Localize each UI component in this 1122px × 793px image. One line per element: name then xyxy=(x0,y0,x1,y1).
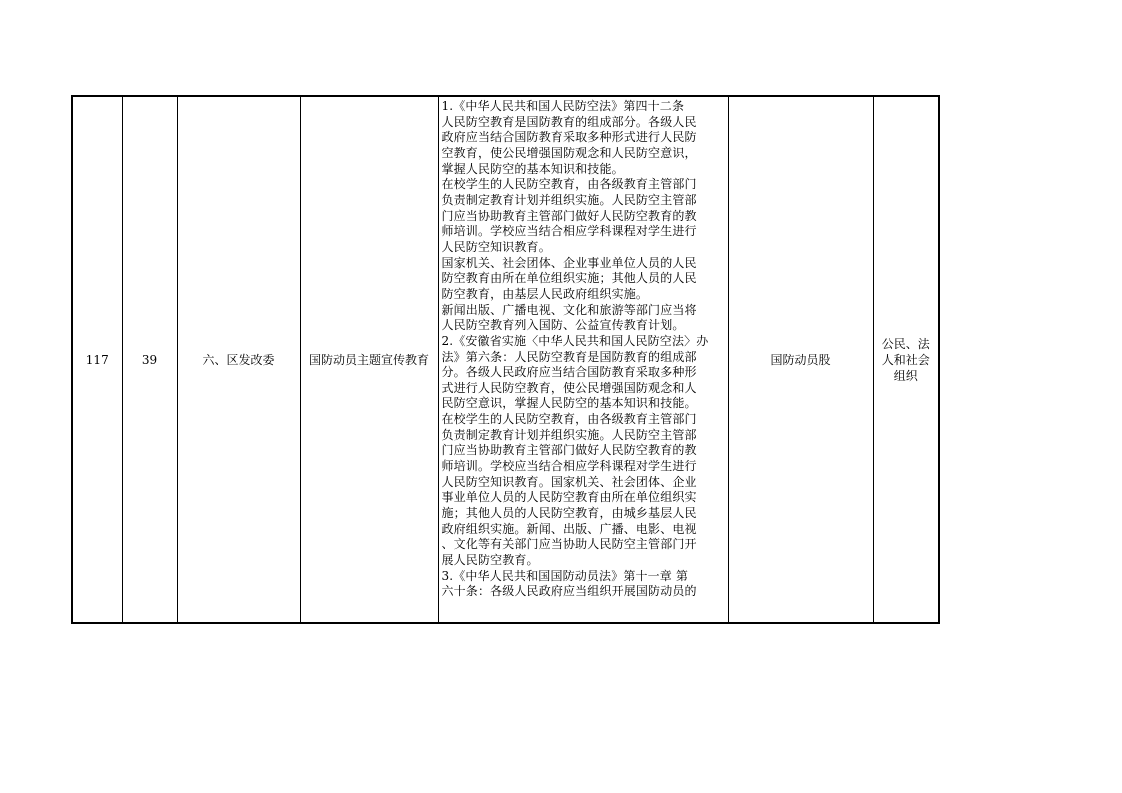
basis-paragraph: 新闻出版、广播电视、文化和旅游等部门应当将 人民防空教育列入国防、公益宣传教育计划。 xyxy=(441,302,697,333)
basis-paragraph: 在校学生的人民防空教育，由各级教育主管部门 负责制定教育计划并组织实施。人民防空主管部 门应当协助教育主管部门做好人民防空教育的教 师培训。学校应当结合相应学科课程对学生进行 人民防空知识教育。国家机关、社会团体、企业 事业单位人员的人民防空教育由所在单位组织实 施；其他人员的人民防空教育，由城乡基层人民 政府组织实施。新闻、出版、广播、电影、电视 、文化等有关部门应当协助人民防空主管部门开 展人民防空教育。 xyxy=(441,412,697,568)
responsible-unit-cell: 国防动员股 xyxy=(728,96,873,623)
service-target-cell xyxy=(873,96,939,623)
basis-paragraph: 2.《安徽省实施〈中华人民共和国人民防空法〉办 法》第六条：人民防空教育是国防教育的组成部 分。各级人民政府应当结合国防教育采取多种形 式进行人民防空教育，使公民增强国防观念和人 民防空意识，掌握人民防空的基本知识和技能。 xyxy=(441,333,709,411)
basis-paragraph: 在校学生的人民防空教育，由各级教育主管部门 负责制定教育计划并组织实施。人民防空主管部 门应当协助教育主管部门做好人民防空教育的教 师培训。学校应当结合相应学科课程对学生进行 人民防空知识教育。 xyxy=(441,177,697,254)
table-row xyxy=(72,96,939,623)
seq-cell: 117 xyxy=(72,96,122,623)
sub-seq-cell: 39 xyxy=(122,96,177,623)
records-table xyxy=(71,95,940,624)
basis-cell xyxy=(438,96,728,623)
department-cell: 六、区发改委 xyxy=(177,96,300,623)
basis-paragraph: 国家机关、社会团体、企业事业单位人员的人民 防空教育由所在单位组织实施；其他人员的人民 防空教育，由基层人民政府组织实施。 xyxy=(441,255,697,301)
basis-paragraph: 3.《中华人民共和国国防动员法》第十一章 第 六十条：各级人民政府应当组织开展国防动员的 xyxy=(441,568,697,599)
item-cell: 国防动员主题宣传教育 xyxy=(300,96,438,623)
basis-paragraph: 1.《中华人民共和国人民防空法》第四十二条 人民防空教育是国防教育的组成部分。各级人民 政府应当结合国防教育采取多种形式进行人民防 空教育，使公民增强国防观念和人民防空意识， 掌握人民防空的基本知识和技能。 xyxy=(441,99,697,176)
service-target-text: 公民、法 人和社会 组织 xyxy=(881,336,930,383)
